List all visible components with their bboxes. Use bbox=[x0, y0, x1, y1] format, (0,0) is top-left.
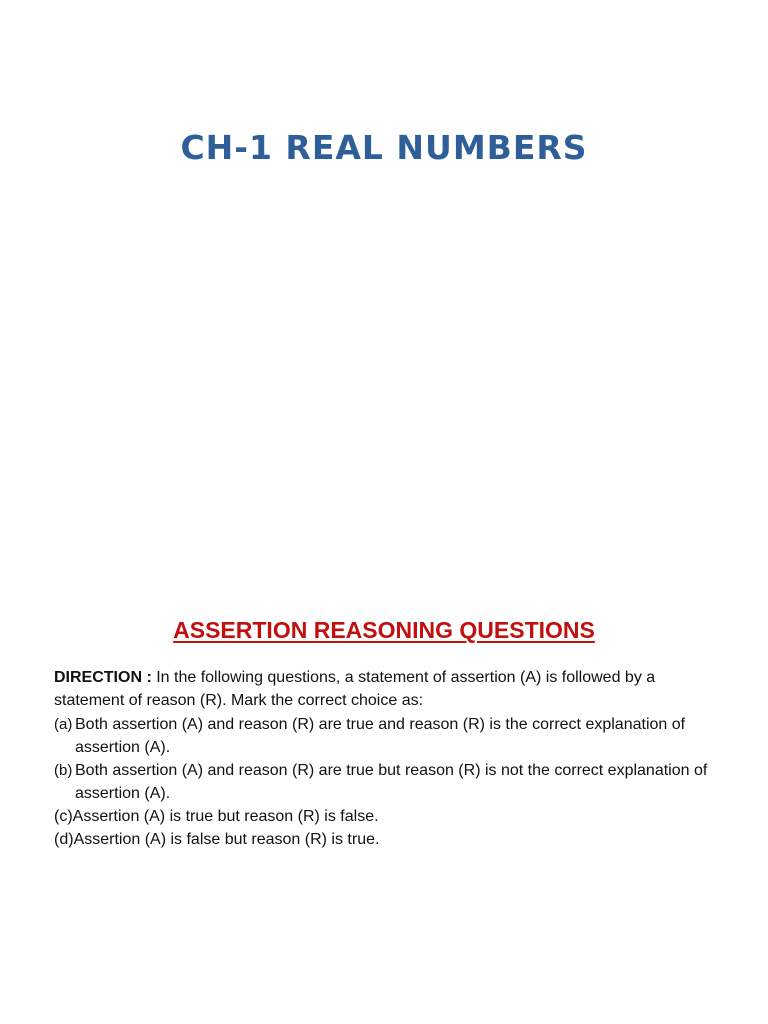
option-text: Assertion (A) is true but reason (R) is false. bbox=[72, 808, 379, 825]
answer-options-list bbox=[54, 713, 734, 851]
option-marker: (b) bbox=[54, 762, 73, 779]
option-marker: (d) bbox=[54, 831, 74, 848]
page-title: CH-1 REAL NUMBERS bbox=[180, 128, 588, 167]
direction-text: In the following questions, a statement of assertion (A) is followed by a statement of reason (R). Mark the correct choice as: bbox=[54, 669, 656, 709]
option-marker: (c) bbox=[54, 808, 73, 825]
option-text: Both assertion (A) and reason (R) are true but reason (R) is not the correct explanation of assertion (A). bbox=[75, 762, 708, 802]
option-c bbox=[54, 805, 734, 828]
option-a bbox=[54, 713, 734, 759]
option-marker: (a) bbox=[54, 716, 73, 733]
option-b bbox=[54, 759, 734, 805]
direction-paragraph bbox=[54, 666, 724, 712]
direction-label: DIRECTION : bbox=[54, 669, 152, 686]
option-d bbox=[54, 828, 734, 851]
section-heading: ASSERTION REASONING QUESTIONS bbox=[173, 617, 595, 643]
option-text: Both assertion (A) and reason (R) are true and reason (R) is the correct explanation of assertion (A). bbox=[75, 716, 686, 756]
option-text: Assertion (A) is false but reason (R) is true. bbox=[73, 831, 380, 848]
